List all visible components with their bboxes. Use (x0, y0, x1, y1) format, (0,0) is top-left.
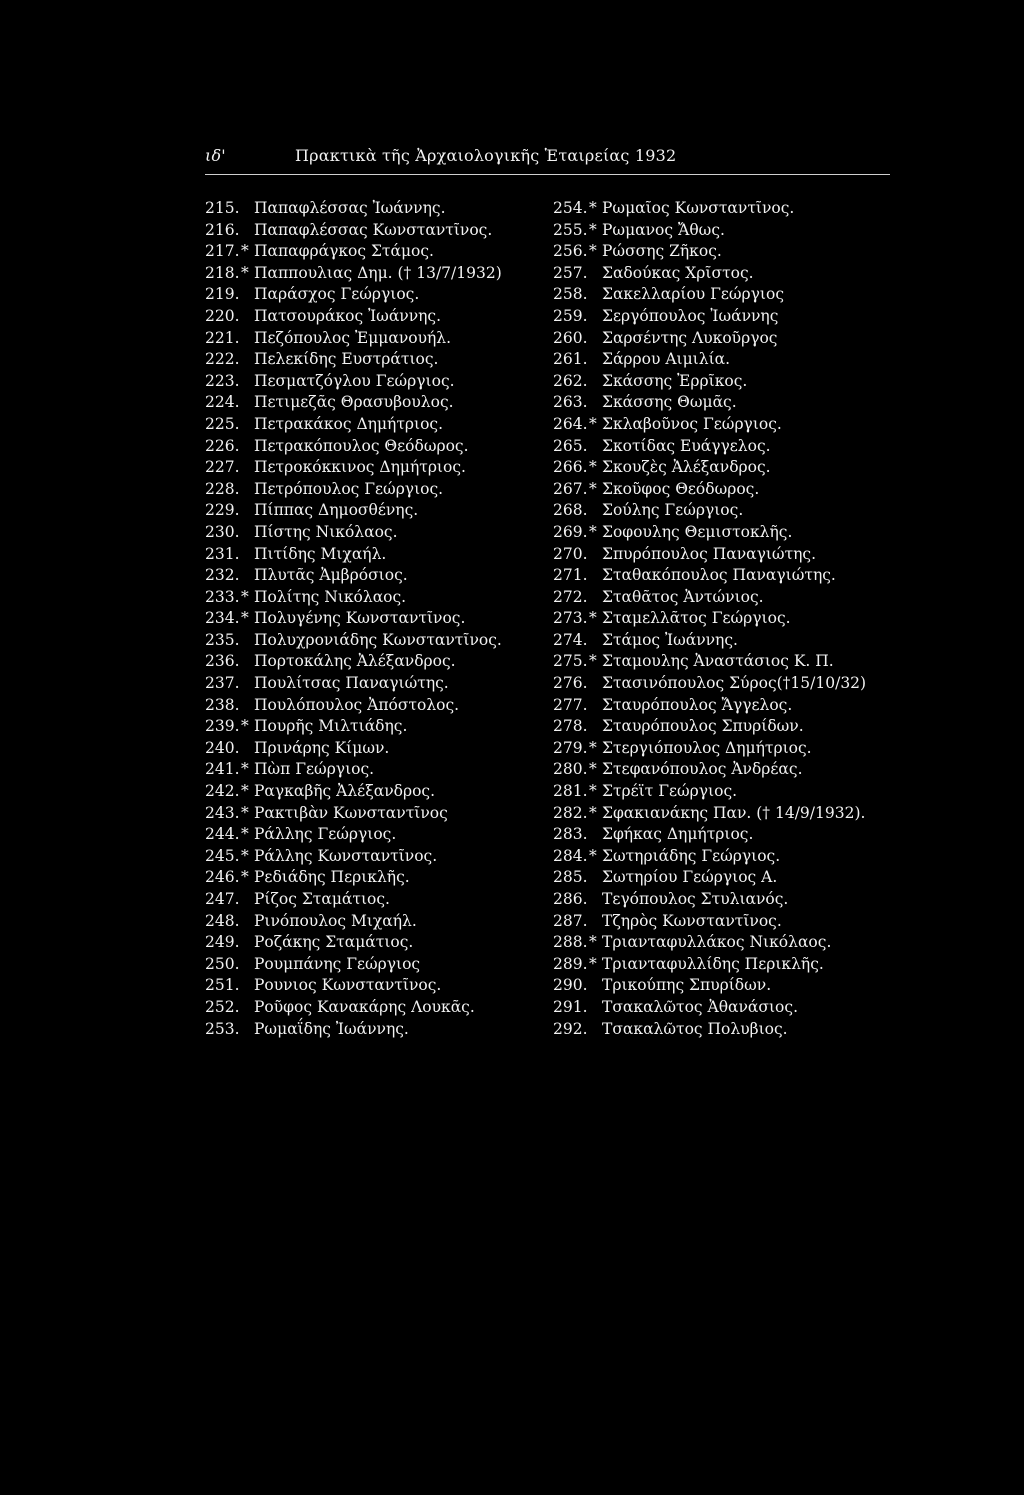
list-item (205, 457, 545, 479)
list-item (553, 1019, 895, 1041)
entry-number: 247. (205, 890, 240, 908)
list-item (205, 738, 545, 760)
entry-mark: * (241, 846, 249, 865)
entry-name: Ρινόπουλος Μιχαήλ. (254, 911, 417, 930)
entry-mark: * (241, 609, 249, 628)
entry-name: Σκουζὲς Ἀλέξανδρος. (602, 458, 771, 477)
entry-number: 229. (205, 501, 240, 520)
list-item (553, 954, 895, 976)
entry-name: Τσακαλῶτος Πολυβιος. (602, 1019, 788, 1038)
entry-name: Τσακαλῶτος Ἀθανάσιος. (602, 997, 798, 1016)
list-item (553, 522, 895, 544)
member-list (205, 198, 895, 1298)
list-item (553, 241, 895, 263)
entry-name: Σεργόπουλος Ἰωάννης (602, 306, 779, 325)
entry-number: 272. (553, 587, 588, 606)
entry-name: Ρωμαῖος Κωνσταντῖνος. (602, 199, 795, 217)
entry-name: Σταυρόπουλος Σπυρίδων. (602, 717, 804, 736)
entry-number: 263. (553, 393, 588, 412)
entry-name: Πετρακάκος Δημήτριος. (254, 414, 444, 433)
entry-mark: * (241, 717, 249, 736)
entry-number: 245. (205, 846, 240, 865)
page-number: ιδ' (205, 146, 226, 165)
entry-number: 240. (205, 738, 240, 757)
entry-number: 288. (553, 933, 588, 952)
list-item (553, 630, 895, 652)
entry-number: 268. (553, 501, 588, 520)
entry-number: 271. (553, 566, 588, 585)
list-item (553, 587, 895, 609)
entry-number: 262. (553, 371, 588, 390)
entry-number: 215. (205, 199, 240, 217)
entry-name: Σκοτίδας Ευάγγελος. (602, 436, 771, 455)
entry-mark: * (241, 868, 249, 887)
entry-name: Τζηρὸς Κωνσταντῖνος. (602, 911, 782, 930)
list-item (553, 565, 895, 587)
entry-name: Πουρῆς Μιλτιάδης. (254, 717, 408, 736)
list-item (205, 824, 545, 846)
entry-number: 267. (553, 479, 588, 498)
entry-name: Σαρσέντης Λυκοῦργος (602, 328, 778, 347)
entry-name: Στρέϊτ Γεώργιος. (602, 782, 738, 801)
entry-number: 236. (205, 652, 240, 671)
entry-number: 243. (205, 803, 240, 822)
entry-mark: * (241, 587, 249, 606)
entry-mark: * (589, 242, 597, 261)
entry-mark: * (589, 458, 597, 477)
entry-name: Παπαφράγκος Στάμος. (254, 242, 434, 261)
entry-name: Πὼπ Γεώργιος. (254, 760, 375, 779)
list-item (205, 651, 545, 673)
entry-name: Πετρακόπουλος Θεόδωρος. (254, 436, 469, 455)
entry-mark: * (241, 760, 249, 779)
entry-number: 260. (553, 328, 588, 347)
entry-name: Πρινάρης Κίμων. (254, 738, 390, 757)
entry-name: Σοφουλης Θεμιστοκλῆς. (602, 522, 793, 541)
entry-number: 223. (205, 371, 240, 390)
entry-mark: * (241, 782, 249, 801)
entry-number: 264. (553, 414, 588, 433)
entry-number: 256. (553, 242, 588, 261)
entry-name: Ρίζος Σταμάτιος. (254, 890, 390, 908)
list-item (205, 414, 545, 436)
running-title: Πρακτικὰ τῆς Ἀρχαιολογικῆς Ἑταιρείας 1932 (295, 146, 677, 165)
entry-name: Ρώσσης Ζῆκος. (602, 242, 722, 261)
entry-number: 254. (553, 199, 588, 217)
list-item (205, 436, 545, 458)
list-item (553, 544, 895, 566)
entry-name: Ρουμπάνης Γεώργιος (254, 954, 421, 973)
list-item (205, 608, 545, 630)
entry-name: Στεργιόπουλος Δημήτριος. (602, 738, 812, 757)
entry-name: Σάρρου Αιμιλία. (602, 350, 731, 369)
list-item (205, 889, 545, 911)
entry-number: 228. (205, 479, 240, 498)
list-item (553, 220, 895, 242)
entry-mark: * (589, 846, 597, 865)
entry-name: Ρεδιάδης Περικλῆς. (254, 868, 410, 887)
entry-number: 251. (205, 976, 240, 995)
entry-name: Παπαφλέσσας Ἰωάννης. (254, 199, 446, 217)
list-item (205, 479, 545, 501)
entry-number: 290. (553, 976, 588, 995)
entry-name: Παράσχος Γεώργιος. (254, 285, 420, 304)
entry-mark: * (589, 609, 597, 628)
entry-number: 217. (205, 242, 240, 261)
entry-name: Στασινόπουλος Σύρος(†15/10/32) (602, 674, 867, 693)
entry-name: Σταθακόπουλος Παναγιώτης. (602, 566, 836, 585)
entry-name: Ρουνιος Κωνσταντῖνος. (254, 976, 442, 995)
list-item (553, 889, 895, 911)
list-item (553, 759, 895, 781)
entry-number: 246. (205, 868, 240, 887)
entry-name: Πελεκίδης Ευστράτιος. (254, 350, 439, 369)
list-item (553, 479, 895, 501)
entry-number: 278. (553, 717, 588, 736)
entry-mark: * (589, 220, 597, 239)
list-item (205, 716, 545, 738)
entry-mark: * (241, 263, 249, 282)
entry-number: 259. (553, 306, 588, 325)
entry-name: Σκάσσης Θωμᾶς. (602, 393, 737, 412)
list-item (553, 673, 895, 695)
list-item (553, 911, 895, 933)
entry-number: 266. (553, 458, 588, 477)
entry-mark: * (241, 242, 249, 261)
entry-mark: * (589, 933, 597, 952)
list-item (553, 263, 895, 285)
list-item (553, 932, 895, 954)
entry-mark: * (589, 479, 597, 498)
list-item (553, 824, 895, 846)
entry-number: 274. (553, 630, 588, 649)
entry-name: Πίππας Δημοσθένης. (254, 501, 419, 520)
entry-number: 249. (205, 933, 240, 952)
entry-number: 231. (205, 544, 240, 563)
entry-name: Ραγκαβῆς Ἀλέξανδρος. (254, 782, 436, 801)
entry-number: 239. (205, 717, 240, 736)
entry-number: 280. (553, 760, 588, 779)
entry-name: Στάμος Ἰωάννης. (602, 630, 738, 649)
entry-name: Τριανταφυλλάκος Νικόλαος. (602, 933, 832, 952)
entry-number: 292. (553, 1019, 588, 1038)
entry-number: 234. (205, 609, 240, 628)
list-item (553, 371, 895, 393)
entry-name: Σκάσσης Ἐρρῖκος. (602, 371, 748, 390)
entry-number: 265. (553, 436, 588, 455)
entry-number: 253. (205, 1019, 240, 1038)
entry-number: 227. (205, 458, 240, 477)
entry-number: 276. (553, 674, 588, 693)
list-item (553, 500, 895, 522)
entry-name: Σακελλαρίου Γεώργιος (602, 285, 785, 304)
entry-name: Ράλλης Κωνσταντῖνος. (254, 846, 438, 865)
entry-number: 270. (553, 544, 588, 563)
entry-name: Παπαφλέσσας Κωνσταντῖνος. (254, 220, 493, 239)
entry-number: 277. (553, 695, 588, 714)
right-column (553, 198, 895, 1040)
entry-number: 257. (553, 263, 588, 282)
list-item (205, 522, 545, 544)
entry-number: 224. (205, 393, 240, 412)
list-item (205, 587, 545, 609)
entry-name: Πεσματζόγλου Γεώργιος. (254, 371, 455, 390)
list-item (553, 997, 895, 1019)
list-item (205, 846, 545, 868)
entry-mark: * (589, 954, 597, 973)
entry-number: 241. (205, 760, 240, 779)
entry-number: 242. (205, 782, 240, 801)
list-item (553, 975, 895, 997)
list-item (553, 716, 895, 738)
entry-number: 220. (205, 306, 240, 325)
list-item (553, 738, 895, 760)
entry-name: Πεζόπουλος Ἐμμανουήλ. (254, 328, 452, 347)
entry-mark: * (589, 414, 597, 433)
entry-number: 226. (205, 436, 240, 455)
entry-number: 237. (205, 674, 240, 693)
list-item (205, 781, 545, 803)
entry-name: Τριανταφυλλίδης Περικλῆς. (602, 954, 824, 973)
entry-number: 250. (205, 954, 240, 973)
entry-name: Πολίτης Νικόλαος. (254, 587, 407, 606)
entry-number: 252. (205, 997, 240, 1016)
entry-name: Ρακτιβὰν Κωνσταντῖνος (254, 803, 448, 822)
list-item (553, 436, 895, 458)
list-item (205, 306, 545, 328)
entry-number: 289. (553, 954, 588, 973)
entry-number: 255. (553, 220, 588, 239)
entry-name: Σταθᾶτος Ἀντώνιος. (602, 587, 764, 606)
list-item (205, 220, 545, 242)
entry-name: Πετρόπουλος Γεώργιος. (254, 479, 444, 498)
entry-number: 233. (205, 587, 240, 606)
entry-name: Ροζάκης Σταμάτιος. (254, 933, 414, 952)
entry-number: 285. (553, 868, 588, 887)
entry-name: Σφήκας Δημήτριος. (602, 825, 754, 844)
entry-name: Στεφανόπουλος Ἀνδρέας. (602, 760, 803, 779)
entry-number: 283. (553, 825, 588, 844)
entry-number: 287. (553, 911, 588, 930)
entry-name: Σωτηριάδης Γεώργιος. (602, 846, 781, 865)
entry-number: 235. (205, 630, 240, 649)
entry-mark: * (589, 738, 597, 757)
entry-name: Ροῦφος Κανακάρης Λουκᾶς. (254, 997, 475, 1016)
list-item (553, 349, 895, 371)
entry-name: Παππουλιας Δημ. († 13/7/1932) (254, 263, 502, 282)
entry-number: 282. (553, 803, 588, 822)
left-column (205, 198, 545, 1040)
entry-name: Ρωμανος Ἄθως. (602, 220, 725, 239)
page-header (205, 146, 890, 175)
list-item (205, 328, 545, 350)
list-item (205, 630, 545, 652)
entry-number: 218. (205, 263, 240, 282)
list-item (553, 867, 895, 889)
list-item (205, 759, 545, 781)
entry-mark: * (589, 760, 597, 779)
list-item (205, 867, 545, 889)
list-item (205, 997, 545, 1019)
entry-mark: * (589, 522, 597, 541)
list-item (205, 241, 545, 263)
entry-name: Ράλλης Γεώργιος. (254, 825, 397, 844)
list-item (553, 695, 895, 717)
entry-name: Πολυγένης Κωνσταντῖνος. (254, 609, 466, 628)
list-item (205, 954, 545, 976)
entry-name: Σούλης Γεώργιος. (602, 501, 744, 520)
list-item (205, 673, 545, 695)
entry-mark: * (589, 652, 597, 671)
entry-number: 222. (205, 350, 240, 369)
list-item (205, 565, 545, 587)
entry-name: Σταμελλᾶτος Γεώργιος. (602, 609, 791, 628)
entry-name: Τεγόπουλος Στυλιανός. (602, 890, 789, 908)
list-item (553, 803, 895, 825)
list-item (553, 608, 895, 630)
entry-number: 238. (205, 695, 240, 714)
entry-name: Σωτηρίου Γεώργιος Α. (602, 868, 778, 887)
list-item (553, 328, 895, 350)
entry-number: 232. (205, 566, 240, 585)
list-item (553, 306, 895, 328)
entry-name: Πετιμεζᾶς Θρασυβουλος. (254, 393, 454, 412)
entry-number: 216. (205, 220, 240, 239)
list-item (205, 371, 545, 393)
entry-name: Σταυρόπουλος Ἄγγελος. (602, 695, 793, 714)
entry-name: Πολυχρονιάδης Κωνσταντῖνος. (254, 630, 502, 649)
entry-number: 291. (553, 997, 588, 1016)
entry-name: Ρωμαΐδης Ἰωάννης. (254, 1019, 409, 1038)
list-item (205, 263, 545, 285)
list-item (205, 975, 545, 997)
entry-number: 230. (205, 522, 240, 541)
entry-name: Σαδούκας Χρῖστος. (602, 263, 754, 282)
list-item (553, 846, 895, 868)
entry-number: 281. (553, 782, 588, 801)
entry-mark: * (589, 199, 597, 217)
entry-name: Σκλαβοῦνος Γεώργιος. (602, 414, 782, 433)
list-item (205, 500, 545, 522)
list-item (205, 349, 545, 371)
entry-name: Πορτοκάλης Ἀλέξανδρος. (254, 652, 456, 671)
list-item (205, 392, 545, 414)
list-item (553, 284, 895, 306)
entry-mark: * (589, 803, 597, 822)
entry-number: 219. (205, 285, 240, 304)
list-item (205, 1019, 545, 1041)
entry-number: 258. (553, 285, 588, 304)
list-item (553, 651, 895, 673)
entry-name: Πουλόπουλος Ἀπόστολος. (254, 695, 460, 714)
entry-name: Πουλίτσας Παναγιώτης. (254, 674, 449, 693)
entry-name: Πετροκόκκινος Δημήτριος. (254, 458, 466, 477)
entry-number: 248. (205, 911, 240, 930)
list-item (205, 911, 545, 933)
list-item (205, 932, 545, 954)
entry-number: 275. (553, 652, 588, 671)
entry-name: Σταμουλης Ἀναστάσιος Κ. Π. (602, 652, 834, 671)
entry-mark: * (241, 825, 249, 844)
entry-number: 279. (553, 738, 588, 757)
entry-mark: * (241, 803, 249, 822)
entry-number: 286. (553, 890, 588, 908)
entry-name: Τρικούπης Σπυρίδων. (602, 976, 772, 995)
entry-mark: * (589, 782, 597, 801)
entry-name: Σκοῦφος Θεόδωρος. (602, 479, 760, 498)
entry-name: Πιτίδης Μιχαήλ. (254, 544, 387, 563)
list-item (205, 803, 545, 825)
list-item (205, 695, 545, 717)
list-item (553, 457, 895, 479)
entry-number: 244. (205, 825, 240, 844)
list-item (205, 284, 545, 306)
list-item (553, 781, 895, 803)
entry-number: 284. (553, 846, 588, 865)
list-item (205, 544, 545, 566)
entry-name: Πατσουράκος Ἰωάννης. (254, 306, 442, 325)
entry-number: 269. (553, 522, 588, 541)
entry-name: Πίστης Νικόλαος. (254, 522, 398, 541)
entry-number: 221. (205, 328, 240, 347)
list-item (553, 414, 895, 436)
entry-name: Σπυρόπουλος Παναγιώτης. (602, 544, 817, 563)
entry-number: 273. (553, 609, 588, 628)
entry-number: 261. (553, 350, 588, 369)
list-item (553, 198, 895, 220)
entry-number: 225. (205, 414, 240, 433)
list-item (205, 198, 545, 220)
list-item (553, 392, 895, 414)
entry-name: Πλυτᾶς Ἀμβρόσιος. (254, 566, 408, 585)
entry-name: Σφακιανάκης Παν. († 14/9/1932). (602, 803, 866, 822)
